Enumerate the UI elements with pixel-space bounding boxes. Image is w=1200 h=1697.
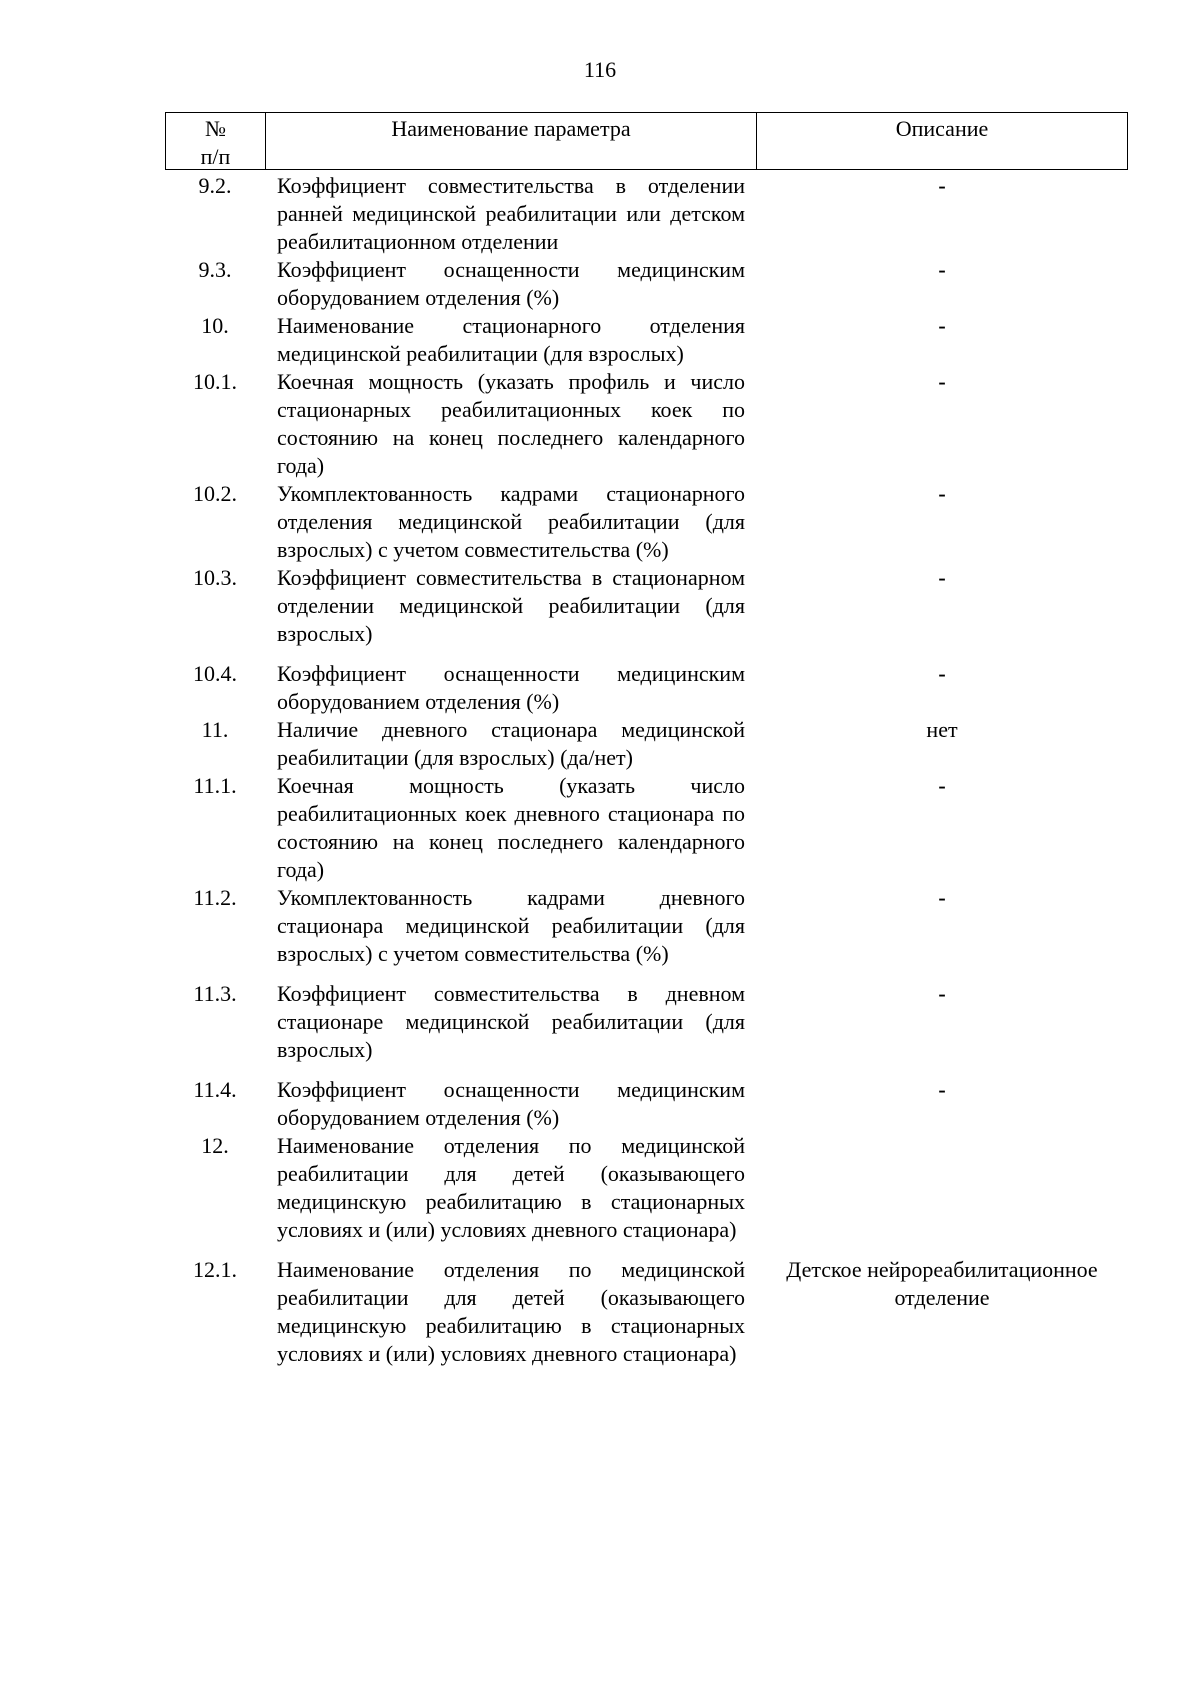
row-parameter: Коэффициент оснащенности медицинским оборудованием отделения (%) bbox=[277, 661, 745, 714]
row-parameter: Наличие дневного стационара медицинской реабилитации (для взрослых) (да/нет) bbox=[277, 717, 745, 770]
row-number: 10. bbox=[201, 313, 229, 338]
row-parameter: Коэффициент совместительства в дневном стационаре медицинской реабилитации (для взрослых) bbox=[277, 981, 745, 1062]
table-row bbox=[165, 480, 1128, 564]
row-description: - bbox=[938, 885, 946, 910]
row-number: 11.1. bbox=[193, 773, 237, 798]
header-parameter-column: Наименование параметра bbox=[266, 113, 757, 169]
table-row bbox=[165, 256, 1128, 312]
row-parameter: Наименование стационарного отделения медицинской реабилитации (для взрослых) bbox=[277, 313, 745, 366]
row-parameter: Коэффициент оснащенности медицинским оборудованием отделения (%) bbox=[277, 1077, 745, 1130]
row-parameter: Укомплектованность кадрами дневного стационара медицинской реабилитации (для взрослых) с учетом совместительства (%) bbox=[277, 885, 745, 966]
table-body bbox=[165, 172, 1128, 1368]
page-number: 116 bbox=[583, 57, 617, 82]
row-number: 11.3. bbox=[193, 981, 237, 1006]
table-row bbox=[165, 1076, 1128, 1132]
table-row bbox=[165, 312, 1128, 368]
table-row bbox=[165, 1256, 1128, 1368]
row-description: - bbox=[938, 257, 946, 282]
row-parameter: Коечная мощность (указать профиль и число стационарных реабилитационных коек по состоянию на конец последнего календарного года) bbox=[277, 369, 745, 478]
row-number: 12.1. bbox=[193, 1257, 237, 1282]
row-number: 9.3. bbox=[198, 257, 232, 282]
row-description: Детское нейрореабилитационное отделение bbox=[786, 1257, 1098, 1310]
table-row bbox=[165, 884, 1128, 968]
row-description: - bbox=[938, 369, 946, 394]
table-row bbox=[165, 716, 1128, 772]
row-number: 11.2. bbox=[193, 885, 237, 910]
row-description: - bbox=[938, 1077, 946, 1102]
row-parameter: Коэффициент совместительства в стационарном отделении медицинской реабилитации (для взрослых) bbox=[277, 565, 745, 646]
table-row bbox=[165, 980, 1128, 1064]
row-description: - bbox=[938, 481, 946, 506]
row-parameter: Укомплектованность кадрами стационарного отделения медицинской реабилитации (для взрослых) с учетом совместительства (%) bbox=[277, 481, 745, 562]
row-parameter: Коэффициент оснащенности медицинским оборудованием отделения (%) bbox=[277, 257, 745, 310]
row-number: 10.4. bbox=[193, 661, 237, 686]
header-number-column bbox=[166, 113, 266, 169]
row-description: нет bbox=[926, 717, 958, 742]
row-number: 11.4. bbox=[193, 1077, 237, 1102]
row-description: - bbox=[938, 981, 946, 1006]
table-row bbox=[165, 660, 1128, 716]
row-number: 12. bbox=[201, 1133, 229, 1158]
header-number-label: № п/п bbox=[200, 116, 231, 169]
row-number: 9.2. bbox=[198, 173, 232, 198]
row-number: 10.1. bbox=[193, 369, 237, 394]
row-parameter: Коечная мощность (указать число реабилитационных коек дневного стационара по состоянию на конец последнего календарного года) bbox=[277, 773, 745, 882]
row-parameter: Наименование отделения по медицинской реабилитации для детей (оказывающего медицинскую реабилитацию в стационарных условиях и (или) условиях дневного стационара) bbox=[277, 1133, 745, 1242]
row-description: - bbox=[938, 661, 946, 686]
row-number: 11. bbox=[201, 717, 229, 742]
row-description bbox=[756, 1132, 1128, 1244]
row-number: 10.2. bbox=[193, 481, 237, 506]
table-row bbox=[165, 772, 1128, 884]
row-parameter: Наименование отделения по медицинской реабилитации для детей (оказывающего медицинскую реабилитацию в стационарных условиях и (или) условиях дневного стационара) bbox=[277, 1257, 745, 1366]
header-description-column: Описание bbox=[895, 116, 989, 141]
table-row bbox=[165, 1132, 1128, 1244]
row-description: - bbox=[938, 313, 946, 338]
row-parameter: Коэффициент совместительства в отделении ранней медицинской реабилитации или детском реабилитационном отделении bbox=[277, 173, 745, 254]
row-description: - bbox=[938, 773, 946, 798]
row-description: - bbox=[938, 565, 946, 590]
row-description: - bbox=[938, 173, 946, 198]
table-row bbox=[165, 172, 1128, 256]
table-row bbox=[165, 564, 1128, 648]
table-header bbox=[165, 112, 1128, 170]
row-number: 10.3. bbox=[193, 565, 237, 590]
table-row bbox=[165, 368, 1128, 480]
